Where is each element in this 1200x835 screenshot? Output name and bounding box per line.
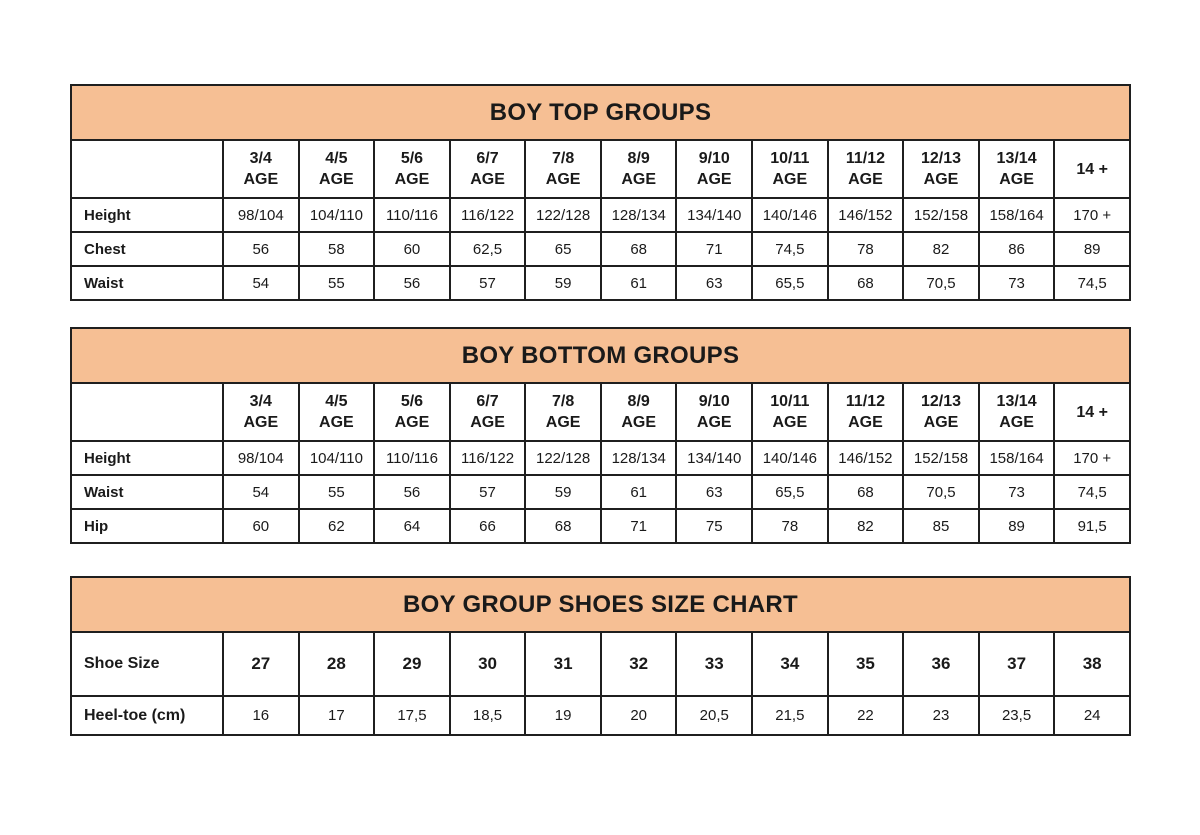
age-header-cell <box>979 140 1055 198</box>
value-cell: 20,5 <box>676 696 752 735</box>
age-header-cell <box>752 383 828 441</box>
value-cell: 56 <box>223 232 299 266</box>
age-word-label: AGE <box>923 171 959 188</box>
age-header-cell <box>374 383 450 441</box>
table-row <box>71 475 1130 509</box>
age-word-label: AGE <box>394 414 430 431</box>
age-word-label: AGE <box>999 171 1034 188</box>
value-cell: 59 <box>525 475 601 509</box>
value-cell: 62,5 <box>450 232 526 266</box>
value-cell: 30 <box>450 632 526 696</box>
value-cell: 21,5 <box>752 696 828 735</box>
age-word-label: AGE <box>696 171 732 188</box>
value-cell: 19 <box>525 696 601 735</box>
row-label: Chest <box>71 232 223 266</box>
age-range-label: 12/13 <box>920 150 962 167</box>
value-cell: 116/122 <box>450 441 526 475</box>
age-header-row <box>71 383 1130 441</box>
boy-shoes-grid <box>70 631 1131 736</box>
age-word-label: AGE <box>848 414 883 431</box>
age-word-label: AGE <box>772 171 808 188</box>
value-cell: 122/128 <box>525 441 601 475</box>
age-word-label: AGE <box>394 171 430 188</box>
value-cell: 104/110 <box>299 198 375 232</box>
value-cell: 68 <box>828 266 904 300</box>
row-label: Waist <box>71 475 223 509</box>
value-cell: 28 <box>299 632 375 696</box>
value-cell: 64 <box>374 509 450 543</box>
boy-bottom-groups-table <box>70 327 1131 544</box>
age-header-cell <box>299 383 375 441</box>
age-word-label: AGE <box>470 414 505 431</box>
age-range-label: 10/11 <box>770 393 810 410</box>
value-cell: 116/122 <box>450 198 526 232</box>
value-cell: 140/146 <box>752 441 828 475</box>
age-header-cell <box>676 383 752 441</box>
value-cell: 18,5 <box>450 696 526 735</box>
age-range-label: 11/12 <box>845 393 885 410</box>
value-cell: 85 <box>903 509 979 543</box>
value-cell: 17 <box>299 696 375 735</box>
table-row <box>71 441 1130 475</box>
age-header-cell <box>1054 140 1130 198</box>
table-title: BOY TOP GROUPS <box>489 98 712 126</box>
value-cell: 158/164 <box>979 198 1055 232</box>
age-header-cell <box>601 140 677 198</box>
value-cell: 61 <box>601 475 677 509</box>
age-header-cell <box>223 383 299 441</box>
value-cell: 140/146 <box>752 198 828 232</box>
age-range-label: 7/8 <box>551 150 575 167</box>
value-cell: 74,5 <box>1054 475 1130 509</box>
value-cell: 63 <box>676 475 752 509</box>
row-label: Hip <box>71 509 223 543</box>
value-cell: 57 <box>450 266 526 300</box>
value-cell: 128/134 <box>601 198 677 232</box>
value-cell: 31 <box>525 632 601 696</box>
value-cell: 24 <box>1054 696 1130 735</box>
age-word-label: AGE <box>470 171 505 188</box>
value-cell: 33 <box>676 632 752 696</box>
value-cell: 57 <box>450 475 526 509</box>
value-cell: 170 + <box>1054 198 1130 232</box>
age-range-label: 9/10 <box>698 150 730 167</box>
value-cell: 70,5 <box>903 475 979 509</box>
row-label: Heel-toe (cm) <box>71 696 223 735</box>
boy-bottom-groups-title-band <box>70 327 1131 384</box>
value-cell: 104/110 <box>299 441 375 475</box>
age-header-cell <box>525 140 601 198</box>
age-range-label: 10/11 <box>770 150 810 167</box>
value-cell: 22 <box>828 696 904 735</box>
table-title: BOY BOTTOM GROUPS <box>461 341 740 369</box>
value-cell: 146/152 <box>828 441 904 475</box>
age-header-cell <box>1054 383 1130 441</box>
age-header-row <box>71 140 1130 198</box>
value-cell: 34 <box>752 632 828 696</box>
value-cell: 78 <box>752 509 828 543</box>
value-cell: 91,5 <box>1054 509 1130 543</box>
value-cell: 60 <box>223 509 299 543</box>
value-cell: 66 <box>450 509 526 543</box>
age-word-label: AGE <box>545 414 581 431</box>
value-cell: 29 <box>374 632 450 696</box>
age-word-label: AGE <box>696 414 732 431</box>
age-range-label: 8/9 <box>627 150 650 167</box>
value-cell: 56 <box>374 475 450 509</box>
value-cell: 32 <box>601 632 677 696</box>
boy-top-groups-title-band <box>70 84 1131 141</box>
value-cell: 68 <box>601 232 677 266</box>
boy-shoes-title-band <box>70 576 1131 633</box>
value-cell: 82 <box>903 232 979 266</box>
value-cell: 16 <box>223 696 299 735</box>
age-range-label: 5/6 <box>400 393 424 410</box>
value-cell: 60 <box>374 232 450 266</box>
age-range-label: 13/14 <box>996 150 1037 167</box>
age-header-cell <box>374 140 450 198</box>
value-cell: 74,5 <box>1054 266 1130 300</box>
age-range-label: 3/4 <box>249 393 272 410</box>
age-range-label: 5/6 <box>400 150 424 167</box>
age-header-cell <box>450 383 526 441</box>
value-cell: 170 + <box>1054 441 1130 475</box>
row-label: Height <box>71 198 223 232</box>
boy-top-groups-table <box>70 84 1131 301</box>
age-header-cell <box>903 140 979 198</box>
value-cell: 71 <box>676 232 752 266</box>
age-word-label: AGE <box>772 414 808 431</box>
age-word-label: AGE <box>621 171 657 188</box>
age-word-label: AGE <box>545 171 581 188</box>
table-row <box>71 632 1130 696</box>
age-word-label: AGE <box>923 414 959 431</box>
age-range-label: 12/13 <box>920 393 962 410</box>
value-cell: 75 <box>676 509 752 543</box>
age-header-cell <box>450 140 526 198</box>
table-row <box>71 509 1130 543</box>
age-word-label: AGE <box>243 171 279 188</box>
value-cell: 82 <box>828 509 904 543</box>
value-cell: 36 <box>903 632 979 696</box>
table-title: BOY GROUP SHOES SIZE CHART <box>403 590 798 618</box>
age-range-label: 14 + <box>1076 403 1108 421</box>
age-range-label: 9/10 <box>698 393 730 410</box>
age-word-label: AGE <box>319 414 354 431</box>
value-cell: 122/128 <box>525 198 601 232</box>
value-cell: 98/104 <box>223 441 299 475</box>
value-cell: 158/164 <box>979 441 1055 475</box>
age-range-label: 7/8 <box>551 393 575 410</box>
value-cell: 38 <box>1054 632 1130 696</box>
value-cell: 89 <box>1054 232 1130 266</box>
table-row <box>71 198 1130 232</box>
value-cell: 62 <box>299 509 375 543</box>
value-cell: 58 <box>299 232 375 266</box>
value-cell: 54 <box>223 475 299 509</box>
age-range-label: 4/5 <box>325 150 348 167</box>
value-cell: 89 <box>979 509 1055 543</box>
age-header-cell <box>903 383 979 441</box>
value-cell: 146/152 <box>828 198 904 232</box>
value-cell: 37 <box>979 632 1055 696</box>
age-range-label: 8/9 <box>627 393 650 410</box>
value-cell: 98/104 <box>223 198 299 232</box>
table-row <box>71 232 1130 266</box>
value-cell: 27 <box>223 632 299 696</box>
value-cell: 73 <box>979 266 1055 300</box>
value-cell: 17,5 <box>374 696 450 735</box>
value-cell: 54 <box>223 266 299 300</box>
age-header-cell <box>299 140 375 198</box>
value-cell: 55 <box>299 475 375 509</box>
age-header-cell <box>223 140 299 198</box>
boy-bottom-groups-grid <box>70 382 1131 544</box>
value-cell: 74,5 <box>752 232 828 266</box>
value-cell: 110/116 <box>374 198 450 232</box>
row-label: Shoe Size <box>71 632 223 696</box>
value-cell: 70,5 <box>903 266 979 300</box>
value-cell: 61 <box>601 266 677 300</box>
age-header-cell <box>601 383 677 441</box>
value-cell: 152/158 <box>903 441 979 475</box>
age-range-label: 14 + <box>1076 160 1108 178</box>
age-word-label: AGE <box>621 414 657 431</box>
row-label: Waist <box>71 266 223 300</box>
value-cell: 65,5 <box>752 266 828 300</box>
value-cell: 55 <box>299 266 375 300</box>
value-cell: 134/140 <box>676 198 752 232</box>
table-row <box>71 696 1130 735</box>
age-word-label: AGE <box>999 414 1034 431</box>
age-range-label: 13/14 <box>996 393 1037 410</box>
age-header-cell <box>828 140 904 198</box>
value-cell: 128/134 <box>601 441 677 475</box>
age-header-cell <box>676 140 752 198</box>
value-cell: 73 <box>979 475 1055 509</box>
value-cell: 110/116 <box>374 441 450 475</box>
value-cell: 71 <box>601 509 677 543</box>
age-header-cell <box>752 140 828 198</box>
row-label: Height <box>71 441 223 475</box>
boy-shoes-size-table <box>70 576 1131 736</box>
value-cell: 68 <box>828 475 904 509</box>
corner-cell <box>71 383 223 441</box>
value-cell: 65,5 <box>752 475 828 509</box>
age-word-label: AGE <box>243 414 279 431</box>
corner-cell <box>71 140 223 198</box>
value-cell: 23,5 <box>979 696 1055 735</box>
value-cell: 68 <box>525 509 601 543</box>
age-range-label: 6/7 <box>476 150 499 167</box>
value-cell: 23 <box>903 696 979 735</box>
age-header-cell <box>979 383 1055 441</box>
value-cell: 35 <box>828 632 904 696</box>
age-range-label: 3/4 <box>249 150 272 167</box>
age-word-label: AGE <box>848 171 883 188</box>
age-header-cell <box>828 383 904 441</box>
age-range-label: 6/7 <box>476 393 499 410</box>
value-cell: 78 <box>828 232 904 266</box>
value-cell: 63 <box>676 266 752 300</box>
value-cell: 86 <box>979 232 1055 266</box>
value-cell: 152/158 <box>903 198 979 232</box>
age-word-label: AGE <box>319 171 354 188</box>
value-cell: 134/140 <box>676 441 752 475</box>
boy-top-groups-grid <box>70 139 1131 301</box>
age-header-cell <box>525 383 601 441</box>
table-row <box>71 266 1130 300</box>
value-cell: 56 <box>374 266 450 300</box>
age-range-label: 11/12 <box>845 150 885 167</box>
value-cell: 65 <box>525 232 601 266</box>
age-range-label: 4/5 <box>325 393 348 410</box>
value-cell: 20 <box>601 696 677 735</box>
value-cell: 59 <box>525 266 601 300</box>
